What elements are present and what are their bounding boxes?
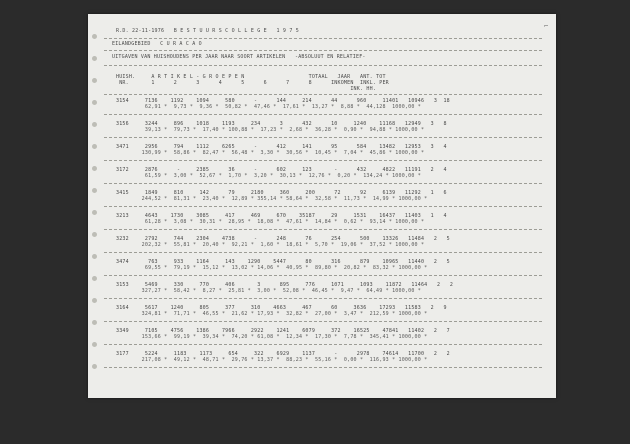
dashed-rule [104,94,542,95]
table-row-values: 3177 5224 1183 1173 654 322 6929 1137 - 2978 74614 11700 2 2 [116,351,450,357]
table-row-values: 3415 1849 810 142 79 2180 360 200 72 92 6139 11292 1 6 [116,190,447,196]
dashed-rule [104,114,542,115]
table-row-values: 3474 763 933 1164 143 1290 5447 80 316 879 10965 11440 2 5 [116,259,450,265]
table-row-values: 3471 2956 794 1112 6265 - 412 141 95 584 13482 12953 3 4 [116,144,447,150]
table-row-percentages: 130,99 * 58,86 * 82,47 * 56,48 * 3,30 * 30,56 * 10,45 * 7,04 * 45,86 * 1000,00 * [116,150,425,156]
table-row-values: 3164 5617 1240 805 377 310 4663 467 60 3636 17293 11583 2 9 [116,305,447,311]
table-row-percentages: 153,66 * 99,19 * 39,34 * 74,20 * 61,08 * 12,34 * 17,30 * 7,78 * 345,41 * 1000,00 * [116,334,428,340]
dashed-rule [104,367,542,368]
dashed-rule [104,229,542,230]
table-row-percentages: 39,13 * 79,73 * 17,40 * 100,88 * 17,23 * 2,68 * 36,28 * 0,90 * 94,88 * 1000,00 * [116,127,425,133]
table-row-values: 3213 4643 1730 3085 417 469 670 35187 29 1531 16437 11403 1 4 [116,213,447,219]
dashed-rule [104,275,542,276]
table-row-percentages: 217,08 * 49,12 * 48,71 * 29,76 * 13,37 * 88,23 * 55,16 * 0,00 * 116,93 * 1000,00 * [116,357,428,363]
report-header-line2: EILANDGEBIED C U R A C A O [112,41,202,47]
feed-hole [92,254,97,259]
feed-hole [92,298,97,303]
table-row-values: 3232 2792 744 2304 4738 - 248 76 254 500 13326 11484 2 5 [116,236,450,242]
report-header-line1: R.D. 22-11-1976 B E S T U U R S C O L L E G E 1 9 7 5 [116,28,299,34]
feed-hole [92,276,97,281]
dashed-rule [104,344,542,345]
table-row-percentages: 61,28 * 3,08 * 30,31 * 28,95 * 18,08 * 47,61 * 14,84 * 0,62 * 93,14 * 1000,00 * [116,219,425,225]
dashed-rule [104,298,542,299]
table-row-values: 3153 5469 330 770 406 3 895 776 1071 1093 11872 11464 2 2 [116,282,454,288]
feed-hole [92,144,97,149]
dashed-rule [104,38,542,39]
feed-hole [92,320,97,325]
page-corner-mark: ⌐ [544,22,549,30]
dashed-rule [104,65,542,66]
column-header-line1: HUISH. A R T I K E L - G R O E P E N TOTAAL JAAR ANT. TOT [116,74,386,80]
printout-sheet [88,14,556,398]
table-row-percentages: 62,91 * 9,73 * 9,36 * 50,82 * 47,46 * 17,61 * 13,27 * 8,88 * 44,128 1000,00 * [116,104,421,110]
feed-hole [92,34,97,39]
column-header-line3: INK. HH. [116,86,377,92]
dashed-rule [104,183,542,184]
table-row-values: 3349 7105 4756 1386 7966 2922 1241 6079 372 16525 47841 11402 2 7 [116,328,450,334]
table-row-percentages: 244,52 * 81,31 * 23,40 * 12,89 * 355,14 * 58,64 * 32,58 * 11,73 * 14,99 * 1000,00 * [116,196,428,202]
table-row-values: 3154 7136 1192 1094 580 - 144 214 44 960 11401 10946 3 18 [116,98,450,104]
dashed-rule [104,50,542,51]
table-row-percentages: 327,27 * 58,42 * 8,27 * 25,81 * 3,00 * 52,08 * 46,45 * 9,47 * 64,49 * 1000,00 * [116,288,421,294]
column-header-line2: NR. 1 2 3 4 5 6 7 8 INKOMEN INKL. PER [116,80,389,86]
dashed-rule [104,137,542,138]
feed-hole [92,122,97,127]
feed-hole [92,364,97,369]
feed-hole [92,210,97,215]
report-header-line3: UITGAVEN VAN HUISHOUDENS PER JAAR NAAR SOORT ARTIKELEN -ABSOLUUT EN RELATIEF- [112,54,366,60]
feed-hole [92,232,97,237]
table-row-percentages: 324,81 * 71,71 * 46,55 * 21,62 * 17,93 * 32,82 * 27,00 * 3,47 * 212,59 * 1000,00 * [116,311,428,317]
table-row-values: 3172 2876 - 2385 36 - 602 123 - 432 4822 11191 2 4 [116,167,447,173]
dashed-rule [104,206,542,207]
dashed-rule [104,160,542,161]
feed-hole [92,188,97,193]
table-row-percentages: 69,55 * 79,19 * 15,12 * 13,02 * 14,06 * 40,95 * 89,80 * 20,82 * 83,32 * 1000,00 * [116,265,428,271]
table-row-values: 3156 3244 896 1018 1193 234 3 432 10 1240 11168 12949 3 8 [116,121,447,127]
feed-hole [92,56,97,61]
feed-hole [92,78,97,83]
table-row-percentages: 61,59 * 3,00 * 52,67 * 1,70 * 3,20 * 30,13 * 12,76 * 0,20 * 134,24 * 1000,00 * [116,173,421,179]
feed-hole [92,342,97,347]
dashed-rule [104,321,542,322]
tractor-feed-holes [92,14,100,398]
dashed-rule [104,252,542,253]
feed-hole [92,100,97,105]
feed-hole [92,166,97,171]
table-row-percentages: 202,32 * 55,81 * 20,40 * 92,21 * 1,60 * 18,61 * 5,70 * 19,06 * 37,52 * 1000,00 * [116,242,425,248]
